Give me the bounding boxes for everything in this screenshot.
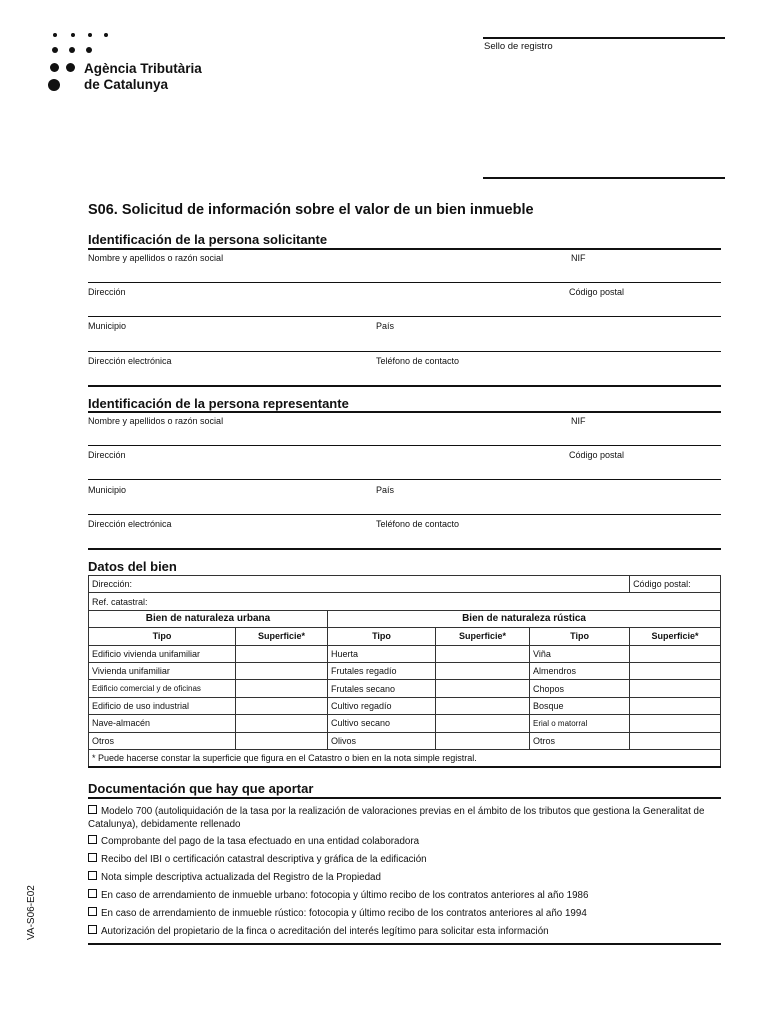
section-rule [88, 797, 721, 799]
stamp-top-line [483, 37, 725, 39]
table-row [89, 697, 721, 714]
table-cell: Huerta [328, 645, 436, 662]
section-rule [88, 248, 721, 250]
solicitante-phone-label: Teléfono de contacto [376, 356, 460, 366]
table-cell: Frutales regadío [328, 662, 436, 679]
bien-address-label: Dirección: [92, 579, 133, 590]
table-row [89, 662, 721, 679]
table-cell: Erial o matorral [530, 715, 630, 732]
superficie-input[interactable] [436, 645, 530, 662]
solicitante-email-label: Dirección electrónica [88, 356, 172, 366]
checkbox[interactable] [88, 853, 97, 862]
column-header: Superficie* [630, 628, 721, 645]
solicitante-municipality-label: Municipio [88, 321, 127, 331]
table-cell: Edificio comercial y de oficinas [89, 680, 236, 697]
checkbox[interactable] [88, 907, 97, 916]
checkbox[interactable] [88, 889, 97, 898]
doc-item [88, 835, 720, 848]
table-row [89, 645, 721, 662]
bien-footnote: * Puede hacerse constar la superficie que figura en el Catastro o bien en la nota simple registral. [89, 749, 721, 767]
superficie-input[interactable] [630, 732, 721, 749]
superficie-input[interactable] [436, 662, 530, 679]
superficie-input[interactable] [630, 662, 721, 679]
section-rule [88, 411, 721, 413]
table-cell: Cultivo secano [328, 715, 436, 732]
solicitante-nif-label: NIF [571, 253, 586, 263]
doc-item [88, 805, 720, 831]
representante-heading: Identificación de la persona representante [88, 396, 349, 411]
superficie-input[interactable] [236, 697, 328, 714]
representante-name-label: Nombre y apellidos o razón social [88, 416, 224, 426]
bien-postal-label: Código postal: [633, 579, 691, 590]
table-cell: Olivos [328, 732, 436, 749]
superficie-input[interactable] [236, 732, 328, 749]
table-row [89, 715, 721, 732]
doc-item [88, 853, 720, 866]
representante-nif-label: NIF [571, 416, 586, 426]
stamp-label: Sello de registro [484, 41, 553, 52]
doc-item-label: Modelo 700 (autoliquidación de la tasa por la realización de valoraciones previas en el ámbito de los tributos que gestiona la Generalitat de Catalunya), debidamente rellenado [88, 806, 705, 830]
section-rule [88, 943, 721, 945]
urbana-heading: Bien de naturaleza urbana [89, 610, 328, 627]
rustica-heading: Bien de naturaleza rústica [328, 610, 721, 627]
table-cell: Frutales secano [328, 680, 436, 697]
doc-item [88, 889, 720, 902]
table-cell: Viña [530, 645, 630, 662]
superficie-input[interactable] [436, 715, 530, 732]
bien-table [88, 575, 721, 768]
solicitante-municipality-field[interactable] [88, 351, 721, 352]
column-header: Tipo [89, 628, 236, 645]
superficie-input[interactable] [236, 715, 328, 732]
solicitante-email-field[interactable] [88, 385, 721, 387]
table-cell: Almendros [530, 662, 630, 679]
solicitante-name-label: Nombre y apellidos o razón social [88, 253, 224, 263]
bien-address-field[interactable] [89, 576, 630, 593]
checkbox[interactable] [88, 835, 97, 844]
bien-catastral-field[interactable] [89, 593, 721, 610]
column-header: Tipo [328, 628, 436, 645]
doc-item-label: Autorización del propietario de la finca o acreditación del interés legítimo para solicitar esta información [101, 926, 549, 937]
agency-name-line1: Agència Tributària [84, 61, 202, 76]
representante-name-field[interactable] [88, 445, 721, 446]
doc-item [88, 871, 720, 884]
superficie-input[interactable] [630, 680, 721, 697]
form-title: S06. Solicitud de información sobre el valor de un bien inmueble [88, 202, 534, 218]
superficie-input[interactable] [630, 697, 721, 714]
solicitante-address-field[interactable] [88, 316, 721, 317]
bien-postal-field[interactable] [630, 576, 721, 593]
table-cell: Nave-almacén [89, 715, 236, 732]
table-row [89, 732, 721, 749]
form-side-code: VA-S06-E02 [26, 885, 37, 940]
column-header: Superficie* [436, 628, 530, 645]
representante-email-label: Dirección electrónica [88, 519, 172, 529]
superficie-input[interactable] [436, 732, 530, 749]
doc-item-label: Nota simple descriptiva actualizada del Registro de la Propiedad [101, 872, 381, 883]
table-cell: Edificio de uso industrial [89, 697, 236, 714]
superficie-input[interactable] [436, 697, 530, 714]
table-cell: Otros [89, 732, 236, 749]
table-cell: Chopos [530, 680, 630, 697]
doc-item-label: Recibo del IBI o certificación catastral descriptiva y gráfica de la edificación [101, 854, 427, 865]
doc-item [88, 907, 720, 920]
table-cell: Bosque [530, 697, 630, 714]
solicitante-address-label: Dirección [88, 287, 126, 297]
solicitante-name-field[interactable] [88, 282, 721, 283]
table-cell: Cultivo regadío [328, 697, 436, 714]
representante-country-label: País [376, 485, 395, 495]
solicitante-postal-label: Código postal [569, 287, 625, 297]
doc-item-label: En caso de arrendamiento de inmueble rústico: fotocopia y último recibo de los contratos anteriores al año 1994 [101, 908, 587, 919]
superficie-input[interactable] [630, 715, 721, 732]
table-cell: Edificio vivienda unifamiliar [89, 645, 236, 662]
documentacion-heading: Documentación que hay que aportar [88, 781, 314, 796]
table-row [89, 680, 721, 697]
representante-postal-label: Código postal [569, 450, 625, 460]
agency-name [84, 61, 202, 93]
doc-item [88, 925, 720, 938]
superficie-input[interactable] [436, 680, 530, 697]
agency-name-line2: de Catalunya [84, 77, 169, 92]
superficie-input[interactable] [236, 662, 328, 679]
column-header: Superficie* [236, 628, 328, 645]
table-cell: Otros [530, 732, 630, 749]
superficie-input[interactable] [630, 645, 721, 662]
representante-address-label: Dirección [88, 450, 126, 460]
checkbox[interactable] [88, 871, 97, 880]
column-header: Tipo [530, 628, 630, 645]
representante-municipality-label: Municipio [88, 485, 127, 495]
representante-address-field[interactable] [88, 479, 721, 480]
doc-item-label: En caso de arrendamiento de inmueble urbano: fotocopia y último recibo de los contratos anteriores al año 1986 [101, 890, 589, 901]
representante-phone-label: Teléfono de contacto [376, 519, 460, 529]
checkbox[interactable] [88, 925, 97, 934]
solicitante-heading: Identificación de la persona solicitante [88, 232, 328, 247]
representante-email-field[interactable] [88, 548, 721, 550]
checkbox[interactable] [88, 805, 97, 814]
solicitante-country-label: País [376, 321, 395, 331]
table-cell: Vivienda unifamiliar [89, 662, 236, 679]
doc-item-label: Comprobante del pago de la tasa efectuado en una entidad colaboradora [101, 836, 420, 847]
stamp-bottom-line [483, 177, 725, 179]
bien-catastral-label: Ref. catastral: [92, 596, 148, 607]
representante-municipality-field[interactable] [88, 514, 721, 515]
bien-heading: Datos del bien [88, 559, 177, 574]
superficie-input[interactable] [236, 680, 328, 697]
superficie-input[interactable] [236, 645, 328, 662]
